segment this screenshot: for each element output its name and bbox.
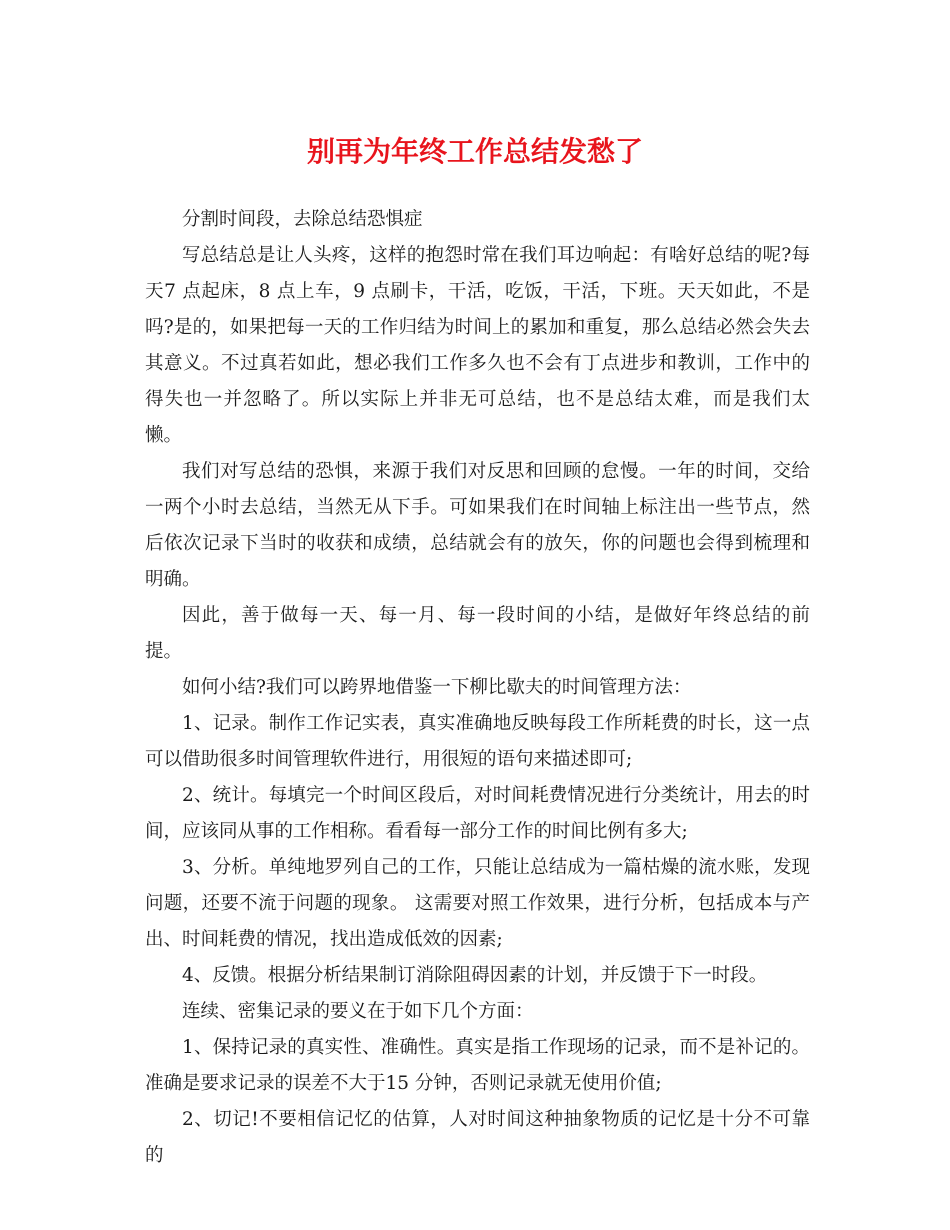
page-title: 别再为年终工作总结发愁了	[306, 135, 643, 168]
paragraph: 如何小结?我们可以跨界地借鉴一下柳比歇夫的时间管理方法：	[182, 677, 692, 698]
document-body	[145, 202, 810, 1174]
list-item: 1、保持记录的真实性、准确性。真实是指工作现场的记录，而不是补记的。准确是要求记录的误差不大于15 分钟，否则记录就无使用价值;	[145, 1037, 810, 1094]
list-item: 3、分析。单纯地罗列自己的工作，只能让总结成为一篇枯燥的流水账，发现问题，还要不流于问题的现象。 这需要对照工作效果，进行分析，包括成本与产出、时间耗费的情况，找出造成低效的因素;	[145, 857, 810, 950]
list-item: 2、切记!不要相信记忆的估算，人对时间这种抽象物质的记忆是十分不可靠的	[145, 1109, 810, 1166]
list-item: 2、统计。每填完一个时间区段后，对时间耗费情况进行分类统计，用去的时间，应该同从事的工作相称。看看每一部分工作的时间比例有多大;	[145, 785, 810, 842]
list-item: 4、反馈。根据分析结果制订消除阻碍因素的计划，并反馈于下一时段。	[182, 965, 768, 986]
paragraph: 连续、密集记录的要义在于如下几个方面：	[182, 1001, 534, 1022]
paragraph: 因此，善于做每一天、每一月、每一段时间的小结，是做好年终总结的前提。	[145, 605, 810, 662]
paragraph-subheading: 分割时间段，去除总结恐惧症	[182, 209, 423, 230]
paragraph: 我们对写总结的恐惧，来源于我们对反思和回顾的怠慢。一年的时间，交给一两个小时去总结，当然无从下手。可如果我们在时间轴上标注出一些节点，然后依次记录下当时的收获和成绩，总结就会有的放矢，你的问题也会得到梳理和明确。	[145, 461, 810, 590]
paragraph: 写总结总是让人头疼，这样的抱怨时常在我们耳边响起：有啥好总结的呢?每天7 点起床，8 点上车，9 点刷卡，干活，吃饭，干活，下班。天天如此，不是吗?是的，如果把每一天的工作归结为时间上的累加和重复，那么总结必然会失去其意义。不过真若如此，想必我们工作多久也不会有丁点进步和教训，工作中的得失也一并忽略了。所以实际上并非无可总结，也不是总结太难，而是我们太懒。	[145, 245, 810, 446]
list-item: 1、记录。制作工作记实表，真实准确地反映每段工作所耗费的时长，这一点可以借助很多时间管理软件进行，用很短的语句来描述即可;	[145, 713, 810, 770]
